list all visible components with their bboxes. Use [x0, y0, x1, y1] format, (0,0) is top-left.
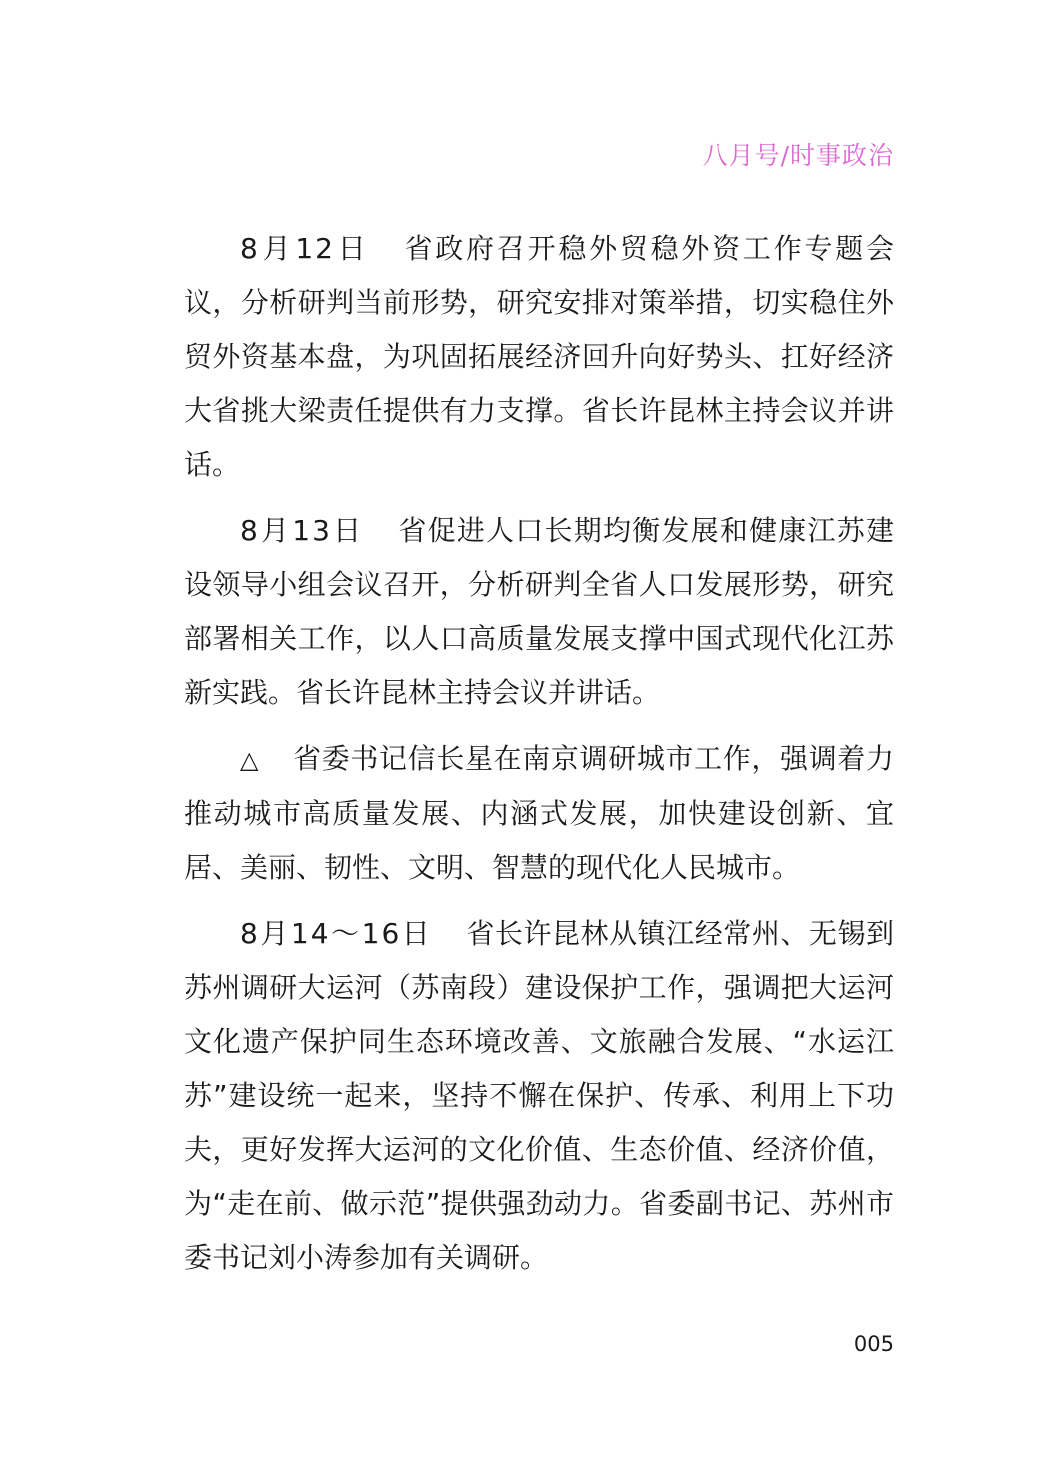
entry-text: 省长许昆林从镇江经常州、无锡到苏州调研大运河（苏南段）建设保护工作，强调把大运河文化遗产保护同生态环境改善、文旅融合发展、“水运江苏”建设统一起来，坚持不懈在保护、传承、利用上下功夫，更好发挥大运河的文化价值、生态价值、经济价值，为“走在前、做示范”提供强劲动力。省委副书记、苏州市委书记刘小涛参加有关调研。 [184, 917, 894, 1274]
section-header: 八月号/时事政治 [702, 141, 894, 170]
news-entry [184, 504, 894, 720]
page-number: 005 [853, 1332, 894, 1356]
news-entry [184, 907, 894, 1285]
entry-text: 省政府召开稳外贸稳外资工作专题会议，分析研判当前形势，研究安排对策举措，切实稳住外贸外资基本盘，为巩固拓展经济回升向好势头、扛好经济大省挑大梁责任提供有力支撑。省长许昆林主持会议并讲话。 [184, 232, 894, 481]
triangle-marker: △ [240, 746, 260, 774]
news-entry [184, 732, 894, 895]
entry-date: 8月13日 [240, 514, 365, 547]
entry-date: 8月12日 [240, 232, 371, 265]
entry-text: 省促进人口长期均衡发展和健康江苏建设领导小组会议召开，分析研判全省人口发展形势，研究部署相关工作，以人口高质量发展支撑中国式现代化江苏新实践。省长许昆林主持会议并讲话。 [184, 514, 894, 709]
news-entry [184, 222, 894, 492]
news-entries [184, 222, 894, 1297]
entry-date: 8月14～16日 [240, 917, 433, 950]
entry-text: 省委书记信长星在南京调研城市工作，强调着力推动城市高质量发展、内涵式发展，加快建设创新、宜居、美丽、韧性、文明、智慧的现代化人民城市。 [184, 742, 894, 884]
